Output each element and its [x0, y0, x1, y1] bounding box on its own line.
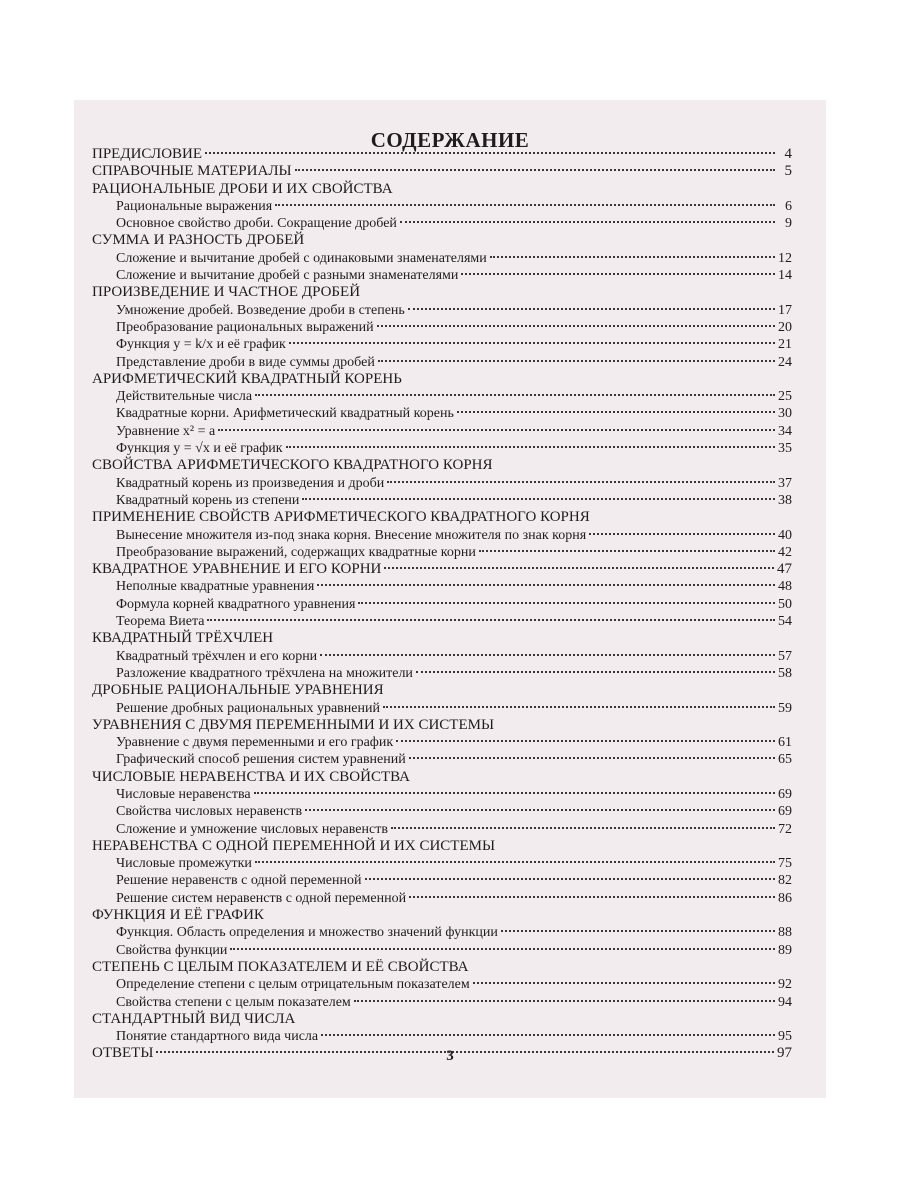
- toc-page-number: 59: [778, 700, 792, 716]
- toc-page-number: 50: [778, 596, 792, 612]
- toc-page-number: 65: [778, 752, 792, 768]
- toc-page-number: 97: [777, 1045, 792, 1062]
- dot-leader: [317, 584, 775, 586]
- toc-entry-title: Преобразование выражений, содержащих квадратные корни: [116, 544, 476, 560]
- toc-entry-title: Формула корней квадратного уравнения: [116, 596, 356, 612]
- toc-page-number: 47: [777, 561, 792, 578]
- page-title: СОДЕРЖАНИЕ: [370, 128, 530, 152]
- toc-item: [92, 821, 792, 838]
- toc-entry-title: СТЕПЕНЬ С ЦЕЛЫМ ПОКАЗАТЕЛЕМ И ЕЁ СВОЙСТВА: [92, 958, 469, 975]
- dot-leader: [490, 256, 775, 258]
- toc-item: [92, 976, 792, 993]
- toc-item: [92, 942, 792, 959]
- toc-entry-title: Квадратный трёхчлен и его корни: [116, 648, 318, 664]
- dot-leader: [205, 152, 775, 154]
- toc-page-number: 5: [784, 163, 792, 180]
- toc-page-number: 24: [778, 354, 792, 370]
- toc-page-number: 17: [778, 302, 792, 318]
- toc-item: [92, 423, 792, 440]
- toc-item: [92, 890, 792, 907]
- toc-page-number: 37: [778, 475, 792, 491]
- toc-item: [92, 336, 792, 353]
- toc-entry-title: Основное свойство дроби. Сокращение дробей: [116, 216, 397, 232]
- toc-page-number: 21: [778, 337, 792, 353]
- dot-leader: [255, 394, 775, 396]
- dot-leader: [479, 550, 775, 552]
- toc-item: [92, 665, 792, 682]
- toc-page-number: 88: [778, 925, 792, 941]
- toc-chapter: [92, 371, 792, 388]
- toc-entry-title: Функция. Область определения и множество значений функции: [116, 925, 498, 941]
- dot-leader: [409, 896, 775, 898]
- dot-leader: [409, 757, 775, 759]
- dot-leader: [286, 446, 775, 448]
- toc-page-number: 58: [778, 665, 792, 681]
- toc-chapter: [92, 181, 792, 198]
- toc-chapter: [92, 769, 792, 786]
- toc-item: [92, 492, 792, 509]
- dot-leader: [305, 809, 775, 811]
- toc-entry-title: КВАДРАТНЫЙ ТРЁХЧЛЕН: [92, 630, 274, 647]
- dot-leader: [358, 602, 775, 604]
- toc-item: [92, 700, 792, 717]
- toc-entry-title: Рациональные выражения: [116, 198, 273, 214]
- toc-item: [92, 267, 792, 284]
- dot-leader: [321, 1034, 775, 1036]
- dot-leader: [275, 204, 775, 206]
- toc-page-number: 92: [778, 977, 792, 993]
- toc-entry-title: Функция y = k/x и её график: [116, 337, 286, 353]
- toc-page-number: 20: [778, 319, 792, 335]
- toc-item: [92, 250, 792, 267]
- toc-entry-title: Сложение и вычитание дробей с разными знаменателями: [116, 268, 459, 284]
- dot-leader: [400, 221, 775, 223]
- toc-page-number: 69: [778, 804, 792, 820]
- toc-page-number: 48: [778, 579, 792, 595]
- dot-leader: [501, 930, 775, 932]
- dot-leader: [457, 411, 775, 413]
- toc-entry-title: Представление дроби в виде суммы дробей: [116, 354, 375, 370]
- toc-entry-title: ЧИСЛОВЫЕ НЕРАВЕНСТВА И ИХ СВОЙСТВА: [92, 768, 411, 785]
- toc-entry-title: Свойства степени с целым показателем: [116, 994, 351, 1010]
- toc-page-number: 38: [778, 492, 792, 508]
- toc-entry-title: Квадратные корни. Арифметический квадратный корень: [116, 406, 454, 422]
- dot-leader: [378, 360, 775, 362]
- toc-entry-title: РАЦИОНАЛЬНЫЕ ДРОБИ И ИХ СВОЙСТВА: [92, 180, 393, 197]
- toc-page-number: 72: [778, 821, 792, 837]
- toc-entry-title: Функция y = √x и её график: [116, 441, 283, 457]
- toc-entry-title: Сложение и вычитание дробей с одинаковыми знаменателями: [116, 250, 487, 266]
- toc-entry-title: УРАВНЕНИЯ С ДВУМЯ ПЕРЕМЕННЫМИ И ИХ СИСТЕМЫ: [92, 716, 495, 733]
- toc-entry-title: Умножение дробей. Возведение дроби в степень: [116, 302, 405, 318]
- dot-leader: [387, 481, 775, 483]
- toc-entry-title: Решение неравенств с одной переменной: [116, 873, 362, 889]
- toc-page-number: 89: [778, 942, 792, 958]
- dot-leader: [377, 325, 775, 327]
- toc-item: [92, 1028, 792, 1045]
- dot-leader: [391, 827, 775, 829]
- toc-item: [92, 215, 792, 232]
- toc-chapter: [92, 838, 792, 855]
- toc-page-number: 95: [778, 1029, 792, 1045]
- toc-item: [92, 786, 792, 803]
- toc-item: [92, 527, 792, 544]
- dot-leader: [302, 498, 775, 500]
- dot-leader: [255, 861, 775, 863]
- toc-chapter: [92, 146, 792, 163]
- page-number: 3: [446, 1048, 454, 1064]
- toc-page-number: 34: [778, 423, 792, 439]
- toc-entry-title: Разложение квадратного трёхчлена на множители: [116, 665, 413, 681]
- toc-page-number: 4: [784, 146, 792, 162]
- toc-chapter: [92, 1011, 792, 1028]
- toc-entry-title: Квадратный корень из произведения и дроби: [116, 475, 385, 491]
- toc-item: [92, 994, 792, 1011]
- dot-leader: [295, 169, 775, 171]
- toc-item: [92, 924, 792, 941]
- toc-entry-title: ПРЕДИСЛОВИЕ: [92, 146, 203, 162]
- toc-page-number: 14: [778, 268, 792, 284]
- dot-leader: [354, 1000, 775, 1002]
- dot-leader: [589, 533, 775, 535]
- toc-item: [92, 544, 792, 561]
- book-page: [74, 100, 826, 1098]
- toc-page-number: 35: [778, 441, 792, 457]
- toc-entry-title: КВАДРАТНОЕ УРАВНЕНИЕ И ЕГО КОРНИ: [92, 561, 382, 578]
- toc-page-number: 94: [778, 994, 792, 1010]
- toc-chapter: [92, 457, 792, 474]
- toc-entry-title: СПРАВОЧНЫЕ МАТЕРИАЛЫ: [92, 163, 292, 180]
- toc-item: [92, 405, 792, 422]
- toc-item: [92, 751, 792, 768]
- toc-entry-title: Преобразование рациональных выражений: [116, 319, 374, 335]
- toc-page-number: 61: [778, 735, 792, 751]
- toc-item: [92, 578, 792, 595]
- toc-entry-title: Свойства числовых неравенств: [116, 804, 303, 820]
- toc-item: [92, 388, 792, 405]
- toc-page-number: 40: [778, 527, 792, 543]
- toc-item: [92, 198, 792, 215]
- dot-leader: [320, 654, 775, 656]
- toc-entry-title: Понятие стандартного вида числа: [116, 1029, 319, 1045]
- toc-page-number: 69: [778, 786, 792, 802]
- toc-entry-title: СВОЙСТВА АРИФМЕТИЧЕСКОГО КВАДРАТНОГО КОРНЯ: [92, 457, 493, 474]
- toc-entry-title: Решение систем неравенств с одной переменной: [116, 890, 407, 906]
- toc-entry-title: НЕРАВЕНСТВА С ОДНОЙ ПЕРЕМЕННОЙ И ИХ СИСТЕМЫ: [92, 837, 496, 854]
- toc-page-number: 12: [778, 250, 792, 266]
- toc-entry-title: СУММА И РАЗНОСТЬ ДРОБЕЙ: [92, 232, 305, 249]
- dot-leader: [230, 948, 775, 950]
- toc-entry-title: Теорема Виета: [116, 614, 205, 630]
- toc-entry-title: Уравнение x² = a: [116, 423, 216, 439]
- toc-item: [92, 734, 792, 751]
- toc-item: [92, 475, 792, 492]
- dot-leader: [473, 982, 775, 984]
- toc-item: [92, 302, 792, 319]
- toc-page-number: 86: [778, 890, 792, 906]
- toc-entry-title: Квадратный корень из степени: [116, 492, 300, 508]
- toc-chapter: [92, 163, 792, 180]
- toc-item: [92, 440, 792, 457]
- dot-leader: [461, 273, 775, 275]
- toc-entry-title: ДРОБНЫЕ РАЦИОНАЛЬНЫЕ УРАВНЕНИЯ: [92, 682, 384, 699]
- toc-item: [92, 803, 792, 820]
- toc-entry-title: АРИФМЕТИЧЕСКИЙ КВАДРАТНЫЙ КОРЕНЬ: [92, 370, 402, 387]
- dot-leader: [365, 878, 776, 880]
- toc-entry-title: Решение дробных рациональных уравнений: [116, 700, 380, 716]
- toc-page-number: 54: [778, 614, 792, 630]
- toc-page-number: 30: [778, 406, 792, 422]
- toc-item: [92, 354, 792, 371]
- dot-leader: [408, 308, 775, 310]
- toc-page-number: 25: [778, 389, 792, 405]
- toc-item: [92, 319, 792, 336]
- toc-entry-title: Уравнение с двумя переменными и его график: [116, 735, 394, 751]
- toc-entry-title: ПРОИЗВЕДЕНИЕ И ЧАСТНОЕ ДРОБЕЙ: [92, 284, 361, 301]
- toc-item: [92, 596, 792, 613]
- toc-entry-title: Неполные квадратные уравнения: [116, 579, 315, 595]
- toc-page-number: 42: [778, 544, 792, 560]
- toc-page-number: 75: [778, 856, 792, 872]
- table-of-contents: [92, 146, 792, 1063]
- dot-leader: [207, 619, 775, 621]
- dot-leader: [383, 706, 775, 708]
- toc-page-number: 9: [785, 216, 792, 232]
- toc-chapter: [92, 284, 792, 301]
- dot-leader: [254, 792, 775, 794]
- dot-leader: [416, 671, 775, 673]
- toc-chapter: [92, 907, 792, 924]
- toc-entry-title: Сложение и умножение числовых неравенств: [116, 821, 388, 837]
- toc-entry-title: СТАНДАРТНЫЙ ВИД ЧИСЛА: [92, 1010, 296, 1027]
- dot-leader: [289, 342, 775, 344]
- toc-page-number: 82: [778, 873, 792, 889]
- toc-entry-title: ОТВЕТЫ: [92, 1045, 154, 1062]
- toc-chapter: [92, 232, 792, 249]
- toc-chapter: [92, 682, 792, 699]
- toc-entry-title: ФУНКЦИЯ И ЕЁ ГРАФИК: [92, 907, 264, 924]
- toc-page-number: 57: [778, 648, 792, 664]
- toc-page-number: 6: [785, 198, 792, 214]
- toc-entry-title: Числовые промежутки: [116, 856, 252, 872]
- toc-entry-title: Действительные числа: [116, 389, 253, 405]
- toc-chapter: [92, 509, 792, 526]
- toc-chapter: [92, 717, 792, 734]
- toc-item: [92, 872, 792, 889]
- dot-leader: [384, 567, 774, 569]
- toc-chapter: [92, 561, 792, 578]
- toc-item: [92, 648, 792, 665]
- toc-entry-title: Определение степени с целым отрицательным показателем: [116, 977, 470, 993]
- toc-item: [92, 613, 792, 630]
- toc-entry-title: Свойства функции: [116, 942, 228, 958]
- dot-leader: [396, 740, 775, 742]
- toc-item: [92, 855, 792, 872]
- toc-entry-title: Числовые неравенства: [116, 786, 251, 802]
- toc-chapter: [92, 630, 792, 647]
- toc-entry-title: ПРИМЕНЕНИЕ СВОЙСТВ АРИФМЕТИЧЕСКОГО КВАДРАТНОГО КОРНЯ: [92, 509, 590, 526]
- toc-entry-title: Графический способ решения систем уравнений: [116, 752, 406, 768]
- toc-chapter: [92, 959, 792, 976]
- toc-entry-title: Вынесение множителя из-под знака корня. Внесение множителя по знак корня: [116, 527, 587, 543]
- dot-leader: [218, 429, 775, 431]
